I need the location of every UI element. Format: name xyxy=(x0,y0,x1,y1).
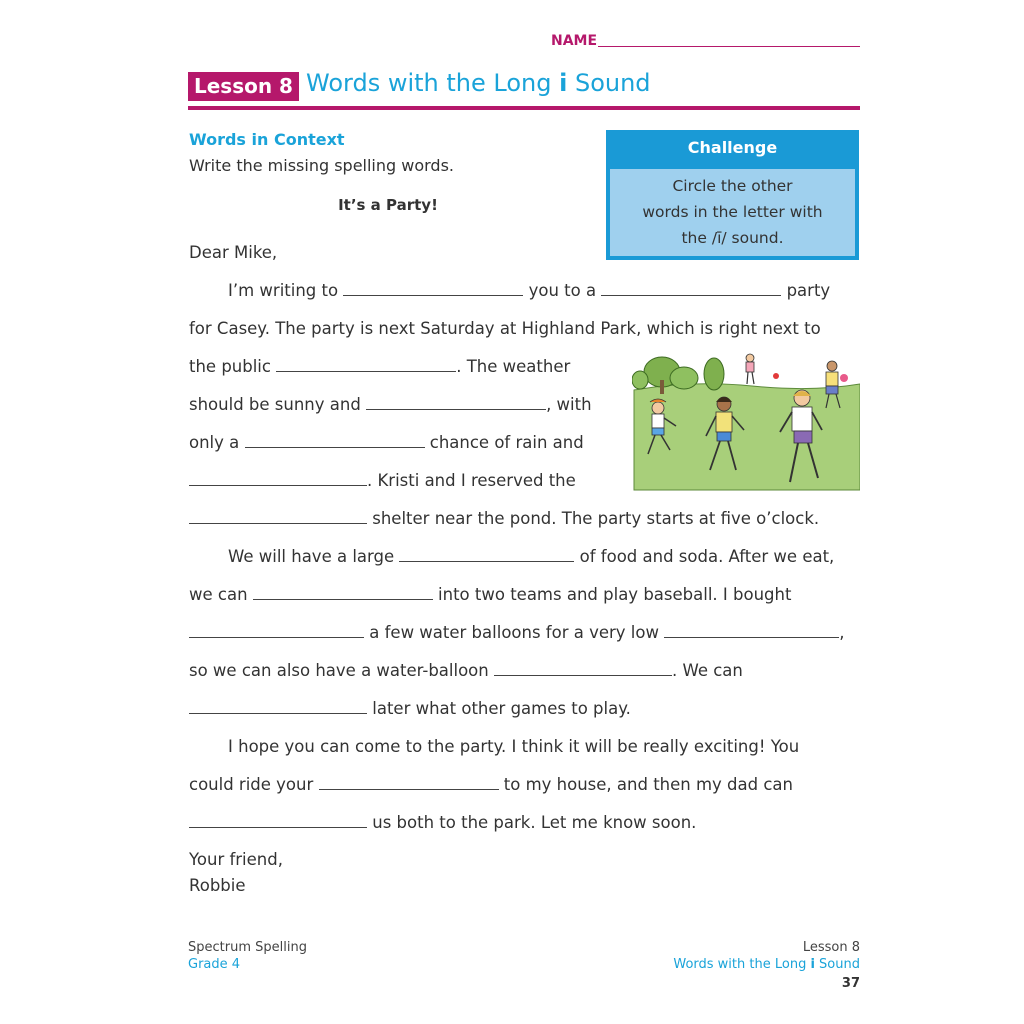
challenge-line: the /ī/ sound. xyxy=(681,229,784,247)
lesson-badge: Lesson 8 xyxy=(188,72,299,101)
letter-line-13: I hope you can come to the party. I think it will be really exciting! You xyxy=(228,737,800,756)
name-label: NAME xyxy=(551,33,598,49)
answer-blank[interactable] xyxy=(253,587,433,600)
answer-blank[interactable] xyxy=(343,283,523,296)
answer-blank[interactable] xyxy=(494,663,672,676)
letter-line-8: We will have a large of food and soda. After we eat, xyxy=(228,547,835,566)
answer-blank[interactable] xyxy=(366,397,546,410)
answer-blank[interactable] xyxy=(601,283,781,296)
answer-blank[interactable] xyxy=(245,435,425,448)
answer-blank[interactable] xyxy=(189,511,367,524)
letter-line-5: only a chance of rain and xyxy=(189,433,584,452)
title-prefix: Words with the Long xyxy=(306,69,560,97)
section-heading: Words in Context xyxy=(189,130,345,149)
letter-signature: Robbie xyxy=(189,876,246,895)
title-letter: i xyxy=(559,69,568,97)
page-number: 37 xyxy=(841,976,860,991)
letter-line-2: for Casey. The party is next Saturday at Highland Park, which is right next to xyxy=(189,319,821,338)
footer-book-title: Spectrum Spelling xyxy=(188,940,307,955)
challenge-box xyxy=(606,130,859,260)
challenge-line: Circle the other xyxy=(672,177,793,195)
answer-blank[interactable] xyxy=(399,549,574,562)
answer-blank[interactable] xyxy=(189,701,367,714)
letter-line-12: later what other games to play. xyxy=(189,699,631,718)
letter-line-7: shelter near the pond. The party starts at five o’clock. xyxy=(189,509,819,528)
challenge-body xyxy=(610,169,855,256)
letter-greeting: Dear Mike, xyxy=(189,243,278,262)
answer-blank[interactable] xyxy=(189,815,367,828)
answer-blank[interactable] xyxy=(189,625,364,638)
kids-playing-illustration xyxy=(632,350,860,492)
instruction-text: Write the missing spelling words. xyxy=(189,156,455,175)
letter-closing: Your friend, xyxy=(189,850,283,869)
letter-line-6: . Kristi and I reserved the xyxy=(189,471,576,490)
answer-blank[interactable] xyxy=(664,625,839,638)
name-write-line xyxy=(598,46,860,47)
letter-line-15: us both to the park. Let me know soon. xyxy=(189,813,696,832)
title-suffix: Sound xyxy=(567,69,651,97)
footer-topic: Words with the Long i Sound xyxy=(673,957,860,972)
challenge-line: words in the letter with xyxy=(642,203,823,221)
letter-line-1: I’m writing to you to a party xyxy=(228,281,831,300)
lesson-title xyxy=(306,69,651,97)
letter-line-10: a few water balloons for a very low , xyxy=(189,623,844,642)
header-rule xyxy=(188,106,860,110)
answer-blank[interactable] xyxy=(319,777,499,790)
answer-blank[interactable] xyxy=(276,359,456,372)
footer-grade: Grade 4 xyxy=(188,957,241,972)
footer-lesson: Lesson 8 xyxy=(802,940,860,955)
letter-line-14: could ride your to my house, and then my dad can xyxy=(189,775,793,794)
challenge-title: Challenge xyxy=(687,138,778,157)
letter-line-4: should be sunny and , with xyxy=(189,395,592,414)
passage-title: It’s a Party! xyxy=(338,196,438,214)
answer-blank[interactable] xyxy=(189,473,367,486)
letter-line-9: we can into two teams and play baseball. I bought xyxy=(189,585,792,604)
letter-line-11: so we can also have a water-balloon . We can xyxy=(189,661,743,680)
letter-line-3: the public . The weather xyxy=(189,357,571,376)
